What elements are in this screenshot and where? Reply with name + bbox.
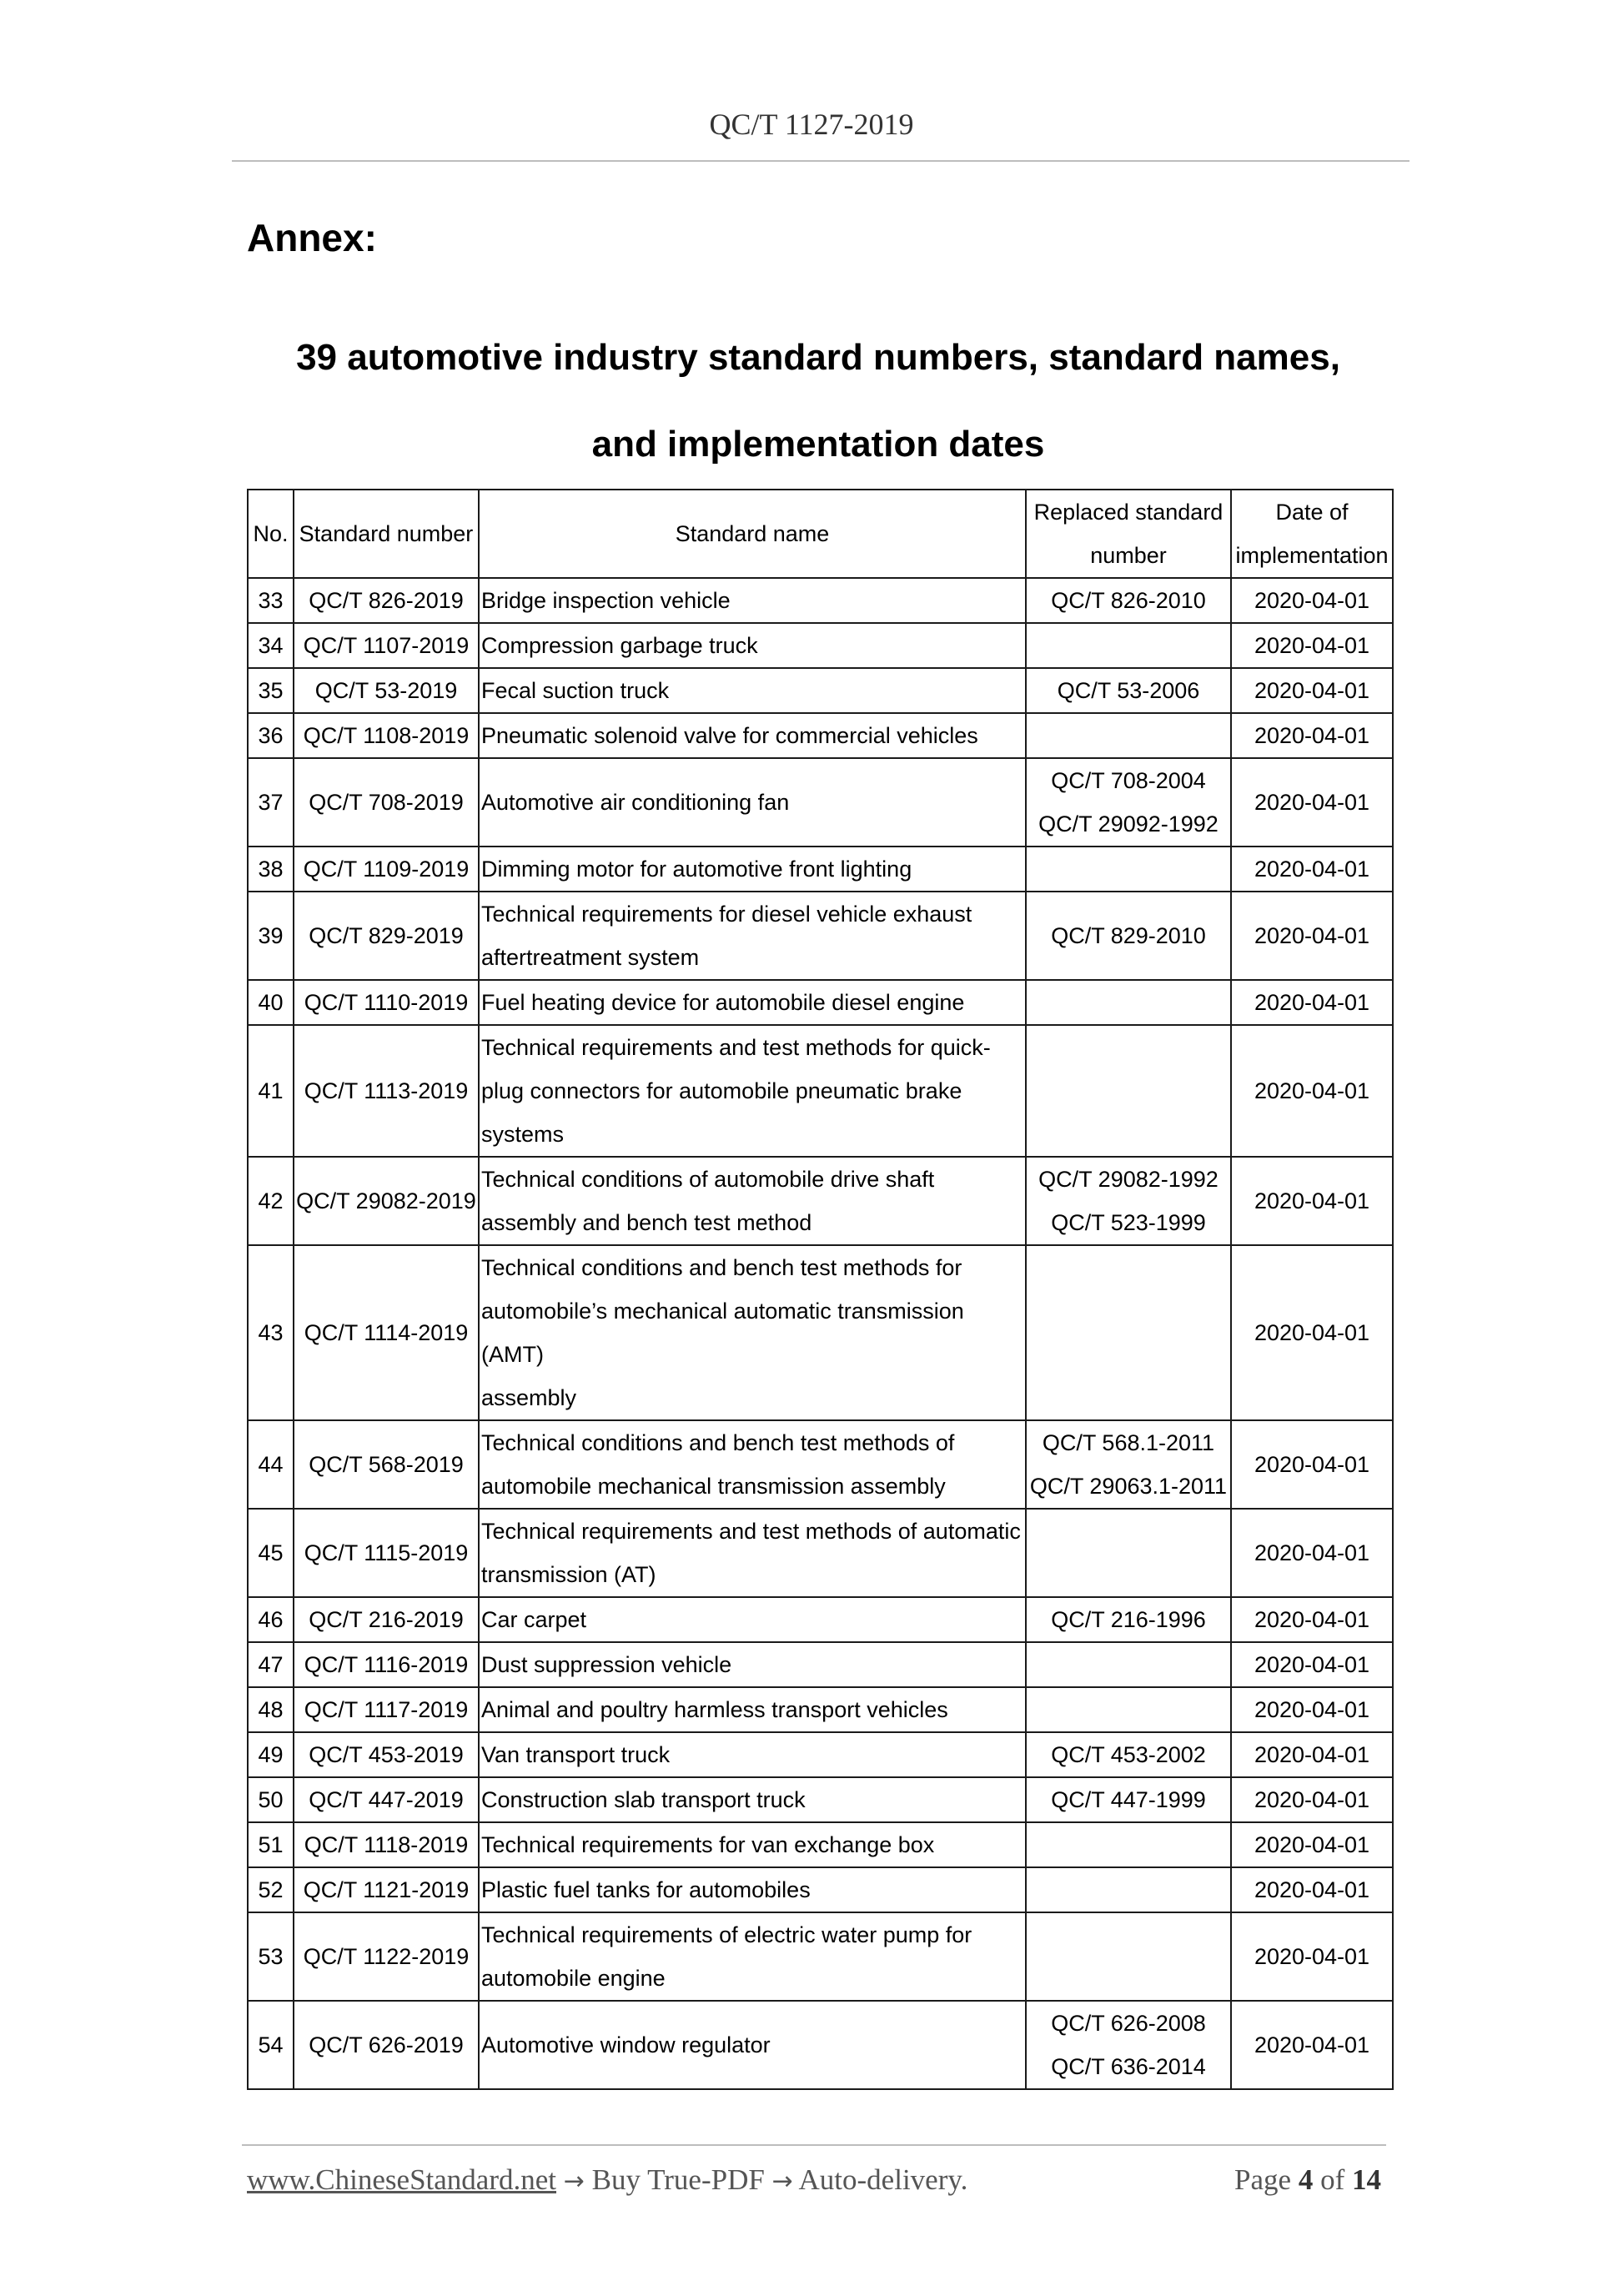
row-replaced-standard xyxy=(1026,668,1231,713)
row-standard-name xyxy=(479,623,1026,668)
standard-name-line: automobile mechanical transmission assembly xyxy=(481,1474,946,1499)
standard-name-line: Fuel heating device for automobile diesel engine xyxy=(481,990,965,1015)
row-date-of-implementation: 2020-04-01 xyxy=(1231,1420,1393,1509)
standard-name-line: Technical conditions and bench test methods for xyxy=(481,1255,962,1280)
site-link[interactable]: www.ChineseStandard.net xyxy=(247,2163,556,2196)
standard-name-line: plug connectors for automobile pneumatic brake xyxy=(481,1078,962,1103)
standard-name-line: systems xyxy=(481,1122,565,1147)
standard-name-line: Technical conditions of automobile drive shaft xyxy=(481,1167,935,1192)
table-row xyxy=(248,1157,1393,1245)
standard-name-line: Automotive window regulator xyxy=(481,2032,771,2057)
row-standard-number: QC/T 216-2019 xyxy=(294,1597,479,1642)
page-of: of xyxy=(1320,2163,1345,2196)
replaced-standard-line: QC/T 453-2002 xyxy=(1051,1742,1206,1767)
replaced-standard-line: QC/T 53-2006 xyxy=(1057,678,1200,703)
row-date-of-implementation: 2020-04-01 xyxy=(1231,1245,1393,1420)
row-standard-name xyxy=(479,1867,1026,1912)
row-no: 47 xyxy=(248,1642,294,1687)
row-date-of-implementation: 2020-04-01 xyxy=(1231,1777,1393,1822)
table-row xyxy=(248,623,1393,668)
standard-name-line: automobile engine xyxy=(481,1966,666,1991)
row-no: 38 xyxy=(248,847,294,892)
row-standard-number: QC/T 1121-2019 xyxy=(294,1867,479,1912)
row-standard-name xyxy=(479,668,1026,713)
row-standard-number: QC/T 626-2019 xyxy=(294,2001,479,2089)
table-header-row xyxy=(248,490,1393,578)
standard-name-line: Technical requirements for diesel vehicle exhaust xyxy=(481,902,972,927)
row-standard-name xyxy=(479,1777,1026,1822)
replaced-standard-line: QC/T 29063.1-2011 xyxy=(1029,1474,1228,1499)
row-date-of-implementation: 2020-04-01 xyxy=(1231,1597,1393,1642)
page-current: 4 xyxy=(1298,2163,1314,2196)
row-date-of-implementation: 2020-04-01 xyxy=(1231,1642,1393,1687)
row-standard-name xyxy=(479,758,1026,847)
row-replaced-standard xyxy=(1026,1732,1231,1777)
row-no: 40 xyxy=(248,980,294,1025)
table-row xyxy=(248,2001,1393,2089)
header-date-line-2: implementation xyxy=(1235,543,1389,568)
row-standard-number: QC/T 1109-2019 xyxy=(294,847,479,892)
row-replaced-standard xyxy=(1026,1912,1231,2001)
row-no: 43 xyxy=(248,1245,294,1420)
replaced-standard-line: QC/T 523-1999 xyxy=(1051,1210,1206,1235)
row-replaced-standard xyxy=(1026,758,1231,847)
arrow-right-icon: → xyxy=(771,2167,793,2196)
row-standard-number: QC/T 829-2019 xyxy=(294,892,479,980)
table-row xyxy=(248,1777,1393,1822)
row-no: 48 xyxy=(248,1687,294,1732)
table-row xyxy=(248,1642,1393,1687)
header-standard-name: Standard name xyxy=(479,490,1026,578)
footer-divider xyxy=(242,2144,1386,2146)
standard-name-line: Plastic fuel tanks for automobiles xyxy=(481,1877,811,1902)
standard-name-line: Technical requirements and test methods for quick- xyxy=(481,1035,991,1060)
footer-promo xyxy=(247,2163,967,2197)
row-date-of-implementation: 2020-04-01 xyxy=(1231,847,1393,892)
row-no: 46 xyxy=(248,1597,294,1642)
row-date-of-implementation: 2020-04-01 xyxy=(1231,892,1393,980)
row-replaced-standard xyxy=(1026,980,1231,1025)
standard-name-line: Fecal suction truck xyxy=(481,678,670,703)
replaced-standard-line: QC/T 29092-1992 xyxy=(1038,811,1219,837)
row-standard-number: QC/T 1116-2019 xyxy=(294,1642,479,1687)
row-standard-number: QC/T 1114-2019 xyxy=(294,1245,479,1420)
table-row xyxy=(248,1732,1393,1777)
row-standard-name xyxy=(479,1157,1026,1245)
standard-name-line: assembly and bench test method xyxy=(481,1210,812,1235)
row-date-of-implementation: 2020-04-01 xyxy=(1231,1509,1393,1597)
table-row xyxy=(248,1867,1393,1912)
header-date-of-implementation xyxy=(1231,490,1393,578)
header-replaced-line-2: number xyxy=(1090,543,1167,568)
table-row xyxy=(248,758,1393,847)
row-standard-name xyxy=(479,847,1026,892)
replaced-standard-line: QC/T 568.1-2011 xyxy=(1042,1430,1215,1455)
row-standard-number: QC/T 53-2019 xyxy=(294,668,479,713)
table-row xyxy=(248,1687,1393,1732)
row-no: 52 xyxy=(248,1867,294,1912)
row-date-of-implementation: 2020-04-01 xyxy=(1231,2001,1393,2089)
row-standard-name xyxy=(479,1732,1026,1777)
row-replaced-standard xyxy=(1026,1420,1231,1509)
row-replaced-standard xyxy=(1026,713,1231,758)
row-standard-number: QC/T 453-2019 xyxy=(294,1732,479,1777)
table-row xyxy=(248,980,1393,1025)
row-standard-name xyxy=(479,1509,1026,1597)
row-no: 41 xyxy=(248,1025,294,1157)
row-replaced-standard xyxy=(1026,1245,1231,1420)
standard-name-line: aftertreatment system xyxy=(481,945,700,970)
page-number xyxy=(1234,2163,1381,2197)
row-date-of-implementation: 2020-04-01 xyxy=(1231,578,1393,623)
header-replaced-standard xyxy=(1026,490,1231,578)
standard-name-line: Dust suppression vehicle xyxy=(481,1652,732,1677)
row-standard-number: QC/T 708-2019 xyxy=(294,758,479,847)
row-no: 45 xyxy=(248,1509,294,1597)
replaced-standard-line: QC/T 829-2010 xyxy=(1051,923,1206,948)
row-date-of-implementation: 2020-04-01 xyxy=(1231,623,1393,668)
row-standard-name xyxy=(479,1245,1026,1420)
standard-name-line: Pneumatic solenoid valve for commercial vehicles xyxy=(481,723,978,748)
standard-name-line: Technical requirements of electric water pump for xyxy=(481,1922,972,1947)
replaced-standard-line: QC/T 636-2014 xyxy=(1051,2054,1206,2079)
header-no: No. xyxy=(248,490,294,578)
row-date-of-implementation: 2020-04-01 xyxy=(1231,1732,1393,1777)
row-date-of-implementation: 2020-04-01 xyxy=(1231,1822,1393,1867)
row-standard-name xyxy=(479,1642,1026,1687)
row-standard-number: QC/T 826-2019 xyxy=(294,578,479,623)
standard-name-line: Compression garbage truck xyxy=(481,633,758,658)
row-date-of-implementation: 2020-04-01 xyxy=(1231,713,1393,758)
table-row xyxy=(248,713,1393,758)
replaced-standard-line: QC/T 708-2004 xyxy=(1051,768,1206,793)
table-row xyxy=(248,1509,1393,1597)
row-standard-number: QC/T 29082-2019 xyxy=(294,1157,479,1245)
row-no: 54 xyxy=(248,2001,294,2089)
table-row xyxy=(248,1912,1393,2001)
row-no: 39 xyxy=(248,892,294,980)
row-date-of-implementation: 2020-04-01 xyxy=(1231,1687,1393,1732)
row-standard-number: QC/T 568-2019 xyxy=(294,1420,479,1509)
standards-table xyxy=(247,489,1394,2090)
row-replaced-standard xyxy=(1026,2001,1231,2089)
header-date-line-1: Date of xyxy=(1275,500,1349,525)
row-date-of-implementation: 2020-04-01 xyxy=(1231,1157,1393,1245)
replaced-standard-line: QC/T 29082-1992 xyxy=(1038,1167,1219,1192)
row-date-of-implementation: 2020-04-01 xyxy=(1231,668,1393,713)
row-date-of-implementation: 2020-04-01 xyxy=(1231,1912,1393,2001)
row-date-of-implementation: 2020-04-01 xyxy=(1231,1867,1393,1912)
table-row xyxy=(248,578,1393,623)
table-row xyxy=(248,1025,1393,1157)
row-no: 51 xyxy=(248,1822,294,1867)
row-replaced-standard xyxy=(1026,1642,1231,1687)
standard-name-line: Technical requirements and test methods of automatic xyxy=(481,1519,1021,1544)
table-row xyxy=(248,847,1393,892)
row-date-of-implementation: 2020-04-01 xyxy=(1231,758,1393,847)
replaced-standard-line: QC/T 626-2008 xyxy=(1051,2011,1206,2036)
row-no: 37 xyxy=(248,758,294,847)
row-replaced-standard xyxy=(1026,847,1231,892)
standard-name-line: Car carpet xyxy=(481,1607,587,1632)
replaced-standard-line: QC/T 447-1999 xyxy=(1051,1787,1206,1812)
row-no: 50 xyxy=(248,1777,294,1822)
standard-name-line: Animal and poultry harmless transport vehicles xyxy=(481,1697,948,1722)
page-total: 14 xyxy=(1352,2163,1381,2196)
row-replaced-standard xyxy=(1026,1867,1231,1912)
table-row xyxy=(248,1822,1393,1867)
standard-name-line: Technical requirements for van exchange box xyxy=(481,1832,935,1857)
annex-label: Annex: xyxy=(247,216,377,259)
row-standard-name xyxy=(479,578,1026,623)
standard-name-line: Technical conditions and bench test methods of xyxy=(481,1430,955,1455)
header-divider xyxy=(232,160,1409,162)
row-replaced-standard xyxy=(1026,578,1231,623)
row-standard-number: QC/T 1113-2019 xyxy=(294,1025,479,1157)
standard-name-line: Van transport truck xyxy=(481,1742,671,1767)
standard-name-line: Bridge inspection vehicle xyxy=(481,588,731,613)
table-title-line-1: 39 automotive industry standard numbers, standard names, xyxy=(296,337,1340,378)
row-date-of-implementation: 2020-04-01 xyxy=(1231,980,1393,1025)
replaced-standard-line: QC/T 216-1996 xyxy=(1051,1607,1206,1632)
header-replaced-line-1: Replaced standard xyxy=(1033,500,1224,525)
row-date-of-implementation: 2020-04-01 xyxy=(1231,1025,1393,1157)
standard-name-line: Construction slab transport truck xyxy=(481,1787,806,1812)
row-no: 44 xyxy=(248,1420,294,1509)
table-title-line-2: and implementation dates xyxy=(591,424,1045,465)
standard-name-line: assembly xyxy=(481,1385,577,1410)
table-row xyxy=(248,668,1393,713)
standard-name-line: automobile’s mechanical automatic transmission (AMT) xyxy=(481,1299,964,1367)
table-body xyxy=(248,578,1393,2089)
table-row xyxy=(248,1420,1393,1509)
row-standard-number: QC/T 1107-2019 xyxy=(294,623,479,668)
row-replaced-standard xyxy=(1026,1597,1231,1642)
row-standard-number: QC/T 1108-2019 xyxy=(294,713,479,758)
standard-name-line: Dimming motor for automotive front lighting xyxy=(481,857,912,882)
standard-name-line: transmission (AT) xyxy=(481,1562,656,1587)
row-no: 35 xyxy=(248,668,294,713)
row-standard-number: QC/T 1118-2019 xyxy=(294,1822,479,1867)
row-standard-name xyxy=(479,980,1026,1025)
standard-name-line: Automotive air conditioning fan xyxy=(481,790,790,815)
row-standard-name xyxy=(479,1912,1026,2001)
row-replaced-standard xyxy=(1026,1025,1231,1157)
row-standard-name xyxy=(479,2001,1026,2089)
row-standard-name xyxy=(479,1025,1026,1157)
row-standard-number: QC/T 447-2019 xyxy=(294,1777,479,1822)
row-no: 33 xyxy=(248,578,294,623)
row-standard-number: QC/T 1110-2019 xyxy=(294,980,479,1025)
row-no: 53 xyxy=(248,1912,294,2001)
row-standard-name xyxy=(479,1420,1026,1509)
row-replaced-standard xyxy=(1026,623,1231,668)
row-replaced-standard xyxy=(1026,1157,1231,1245)
row-replaced-standard xyxy=(1026,1822,1231,1867)
arrow-right-icon: → xyxy=(563,2167,585,2196)
row-standard-name xyxy=(479,1597,1026,1642)
document-code-header: QC/T 1127-2019 xyxy=(709,108,914,141)
table-row xyxy=(248,1245,1393,1420)
row-replaced-standard xyxy=(1026,1509,1231,1597)
table-row xyxy=(248,892,1393,980)
replaced-standard-line: QC/T 826-2010 xyxy=(1051,588,1206,613)
page-word: Page xyxy=(1234,2163,1292,2196)
row-standard-name xyxy=(479,892,1026,980)
row-no: 34 xyxy=(248,623,294,668)
row-replaced-standard xyxy=(1026,892,1231,980)
buy-true-pdf-text: Buy True-PDF xyxy=(591,2163,765,2196)
row-replaced-standard xyxy=(1026,1687,1231,1732)
row-no: 42 xyxy=(248,1157,294,1245)
row-replaced-standard xyxy=(1026,1777,1231,1822)
row-standard-name xyxy=(479,1687,1026,1732)
row-standard-name xyxy=(479,713,1026,758)
auto-delivery-text: Auto-delivery. xyxy=(798,2163,968,2196)
row-standard-number: QC/T 1115-2019 xyxy=(294,1509,479,1597)
row-standard-number: QC/T 1117-2019 xyxy=(294,1687,479,1732)
row-no: 49 xyxy=(248,1732,294,1777)
row-standard-number: QC/T 1122-2019 xyxy=(294,1912,479,2001)
header-standard-number: Standard number xyxy=(294,490,479,578)
row-no: 36 xyxy=(248,713,294,758)
row-standard-name xyxy=(479,1822,1026,1867)
table-row xyxy=(248,1597,1393,1642)
